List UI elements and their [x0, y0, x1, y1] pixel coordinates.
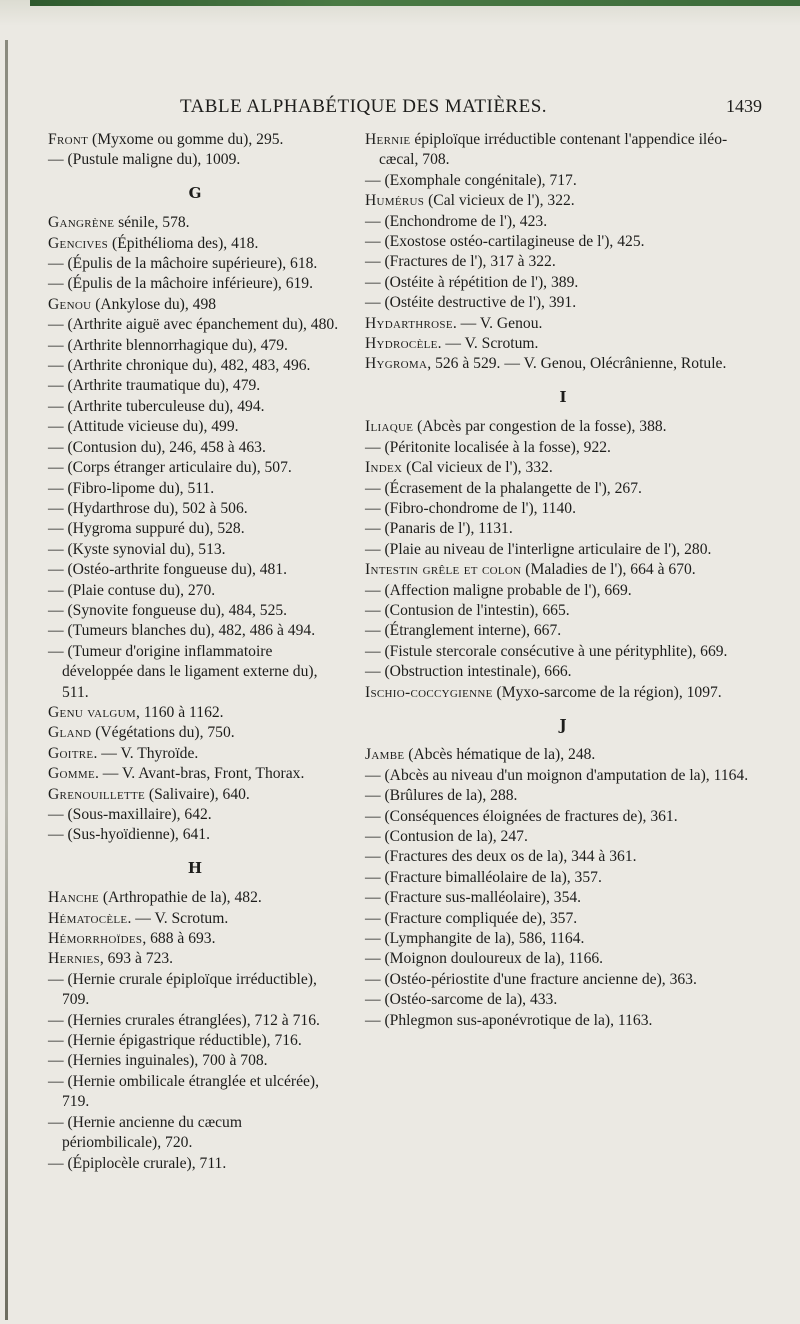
index-entry — [48, 601, 342, 621]
entry-text: , 693 à 723. — [99, 950, 174, 968]
index-entry — [365, 130, 761, 171]
index-entry — [365, 334, 761, 354]
entry-text: — (Synovite fongueuse du), 484, 525. — [48, 601, 288, 619]
entry-text: — (Tumeur d'origine inflammatoire développée dans le ligament externe du), 511. — [48, 642, 318, 701]
entry-headword: Hydrocèle — [365, 335, 438, 353]
entry-text: — (Arthrite blennorrhagique du), 479. — [48, 336, 288, 354]
entry-headword: Genu valgum — [48, 703, 136, 721]
index-entry — [48, 909, 342, 929]
entry-text: — (Lymphangite de la), 586, 1164. — [365, 930, 585, 948]
section-letter: J — [559, 715, 567, 734]
entry-text: . — V. Thyroïde. — [93, 744, 199, 762]
entry-text: , 1160 à 1162. — [135, 703, 224, 721]
index-entry — [48, 805, 342, 825]
entry-text: — (Fractures des deux os de la), 344 à 361. — [365, 848, 637, 866]
index-entry — [365, 847, 761, 867]
index-entry — [365, 786, 761, 806]
index-entry — [365, 354, 761, 374]
index-entry — [365, 970, 761, 990]
index-entry — [48, 703, 342, 723]
entry-text: . — V. Avant-bras, Front, Thorax. — [95, 765, 305, 783]
section-letter: I — [559, 387, 567, 406]
index-entry — [48, 376, 342, 396]
index-entry — [365, 642, 761, 662]
entry-headword: Humérus — [365, 192, 425, 210]
entry-headword: Gangrène — [48, 214, 115, 232]
entry-text: (Abcès par congestion de la fosse), 388. — [413, 418, 667, 436]
entry-text: — (Fibro-chondrome de l'), 1140. — [365, 499, 576, 517]
index-entry — [365, 766, 761, 786]
entry-text: (Maladies de l'), 664 à 670. — [521, 561, 696, 579]
entry-headword: Grenouillette — [48, 785, 146, 803]
entry-text: (Végétations du), 750. — [91, 724, 235, 742]
entry-text: — (Exostose ostéo-cartilagineuse de l'), 425. — [365, 233, 645, 251]
index-entry — [365, 807, 761, 827]
index-entry — [48, 274, 342, 294]
entry-text: (Salivaire), 640. — [145, 785, 250, 803]
index-entry — [48, 581, 342, 601]
index-entry — [48, 213, 342, 233]
entry-text: — (Arthrite chronique du), 482, 483, 496. — [48, 357, 311, 375]
index-entry — [365, 252, 761, 272]
entry-text: — (Pustule maligne du), 1009. — [48, 151, 241, 169]
index-entry — [48, 356, 342, 376]
section-letter: H — [187, 858, 203, 877]
entry-text: épiploïque irréductible contenant l'appendice iléo-cæcal, 708. — [379, 131, 728, 169]
entry-headword: Intestin grêle et colon — [365, 561, 522, 579]
entry-headword: Gomme — [48, 765, 95, 783]
index-entry — [48, 1051, 342, 1071]
index-entry — [365, 949, 761, 969]
index-entry — [365, 519, 761, 539]
index-entry — [48, 1072, 342, 1113]
entry-text: — (Plaie au niveau de l'interligne articulaire de l'), 280. — [365, 540, 712, 558]
entry-headword: Ischio-coccygienne — [365, 683, 493, 701]
index-column-left — [48, 130, 342, 1174]
entry-text: — (Épulis de la mâchoire supérieure), 618. — [48, 255, 318, 273]
entry-text: (Myxo-sarcome de la région), 1097. — [492, 683, 722, 701]
entry-text: — (Panaris de l'), 1131. — [365, 520, 513, 538]
entry-text: — (Enchondrome de l'), 423. — [365, 212, 548, 230]
index-entry — [365, 171, 761, 191]
entry-headword: Gland — [48, 724, 92, 742]
entry-text: (Abcès hématique de la), 248. — [404, 746, 596, 764]
index-entry — [365, 438, 761, 458]
entry-headword: Hygroma — [365, 355, 428, 373]
index-entry — [365, 499, 761, 519]
entry-text: sénile, 578. — [114, 214, 190, 232]
entry-text: — (Hernie épigastrique réductible), 716. — [48, 1032, 302, 1050]
index-entry — [48, 621, 342, 641]
entry-text: — (Obstruction intestinale), 666. — [365, 663, 572, 681]
index-entry — [48, 519, 342, 539]
entry-text: — (Arthrite aiguë avec épanchement du), 480. — [48, 316, 339, 334]
entry-text: — (Abcès au niveau d'un moignon d'amputation de la), 1164. — [365, 766, 749, 784]
index-entry — [365, 479, 761, 499]
entry-text: — (Péritonite localisée à la fosse), 922. — [365, 438, 611, 456]
index-entry — [365, 560, 761, 580]
entry-text: . — V. Scrotum. — [127, 909, 229, 927]
entry-text: — (Fistule stercorale consécutive à une pérityphlite), 669. — [365, 642, 728, 660]
entry-text: — (Kyste synovial du), 513. — [48, 540, 226, 558]
index-entry — [48, 764, 342, 784]
entry-text: — (Fractures de l'), 317 à 322. — [365, 253, 556, 271]
index-entry — [48, 130, 342, 150]
entry-text: — (Exomphale congénitale), 717. — [365, 171, 577, 189]
entry-text: — (Tumeurs blanches du), 482, 486 à 494. — [48, 622, 316, 640]
entry-text: — (Fibro-lipome du), 511. — [48, 479, 215, 497]
index-entry — [365, 212, 761, 232]
index-entry — [365, 929, 761, 949]
index-entry — [48, 479, 342, 499]
entry-headword: Index — [365, 459, 403, 477]
page-number: 1439 — [726, 96, 762, 116]
index-entry — [48, 417, 342, 437]
entry-text: — (Fracture compliquée de), 357. — [365, 909, 578, 927]
entry-headword: Hernies — [48, 950, 100, 968]
index-entry — [48, 254, 342, 274]
index-entry — [365, 1011, 761, 1031]
entry-headword: Hydarthrose — [365, 314, 453, 332]
index-entry — [48, 970, 342, 1011]
entry-text: — (Moignon douloureux de la), 1166. — [365, 950, 604, 968]
entry-text: — (Hygroma suppuré du), 528. — [48, 520, 245, 538]
index-entry — [48, 458, 342, 478]
entry-text: — (Ostéite à répétition de l'), 389. — [365, 273, 579, 291]
index-entry — [365, 745, 761, 765]
entry-text: — (Brûlures de la), 288. — [365, 787, 518, 805]
index-entry — [365, 314, 761, 334]
index-entry — [365, 417, 761, 437]
index-entry — [48, 825, 342, 845]
index-entry — [365, 273, 761, 293]
entry-text: — (Conséquences éloignées de fractures de), 361. — [365, 807, 678, 825]
index-entry — [48, 397, 342, 417]
index-entry — [48, 336, 342, 356]
index-column-right — [365, 130, 761, 1031]
page-top-edge — [0, 0, 800, 26]
index-entry — [48, 785, 342, 805]
entry-headword: Hématocèle — [48, 909, 128, 927]
entry-text: — (Écrasement de la phalangette de l'), 267. — [365, 479, 642, 497]
entry-text: — (Arthrite traumatique du), 479. — [48, 377, 261, 395]
entry-text: — (Hernies crurales étranglées), 712 à 716. — [48, 1011, 320, 1029]
index-entry — [365, 232, 761, 252]
entry-text: — (Arthrite tuberculeuse du), 494. — [48, 397, 265, 415]
index-entry — [365, 191, 761, 211]
entry-text: (Ankylose du), 498 — [91, 295, 217, 313]
index-entry — [48, 929, 342, 949]
index-entry — [48, 234, 342, 254]
index-entry — [48, 150, 342, 170]
index-entry — [365, 909, 761, 929]
entry-headword: Genou — [48, 295, 92, 313]
index-entry — [365, 662, 761, 682]
index-entry — [365, 458, 761, 478]
entry-headword: Hémorrhoïdes — [48, 930, 143, 948]
index-entry — [365, 888, 761, 908]
entry-text: — (Plaie contuse du), 270. — [48, 581, 216, 599]
entry-headword: Front — [48, 131, 89, 148]
index-entry — [48, 315, 342, 335]
index-entry — [48, 642, 342, 703]
entry-text: — (Hernie ancienne du cæcum périombilicale), 720. — [48, 1113, 242, 1152]
entry-headword: Iliaque — [365, 418, 414, 436]
entry-text: — (Sous-maxillaire), 642. — [48, 806, 212, 823]
index-entry — [365, 683, 761, 703]
index-entry — [365, 293, 761, 313]
page-header — [0, 94, 800, 124]
entry-text: , 688 à 693. — [142, 930, 216, 948]
index-entry — [48, 438, 342, 458]
index-entry — [48, 540, 342, 560]
entry-text: (Arthropathie de la), 482. — [98, 889, 262, 907]
entry-text: — (Ostéo-arthrite fongueuse du), 481. — [48, 561, 288, 579]
index-entry — [365, 868, 761, 888]
index-entry — [48, 723, 342, 743]
index-entry — [48, 1113, 342, 1154]
entry-text: (Épithélioma des), 418. — [108, 234, 259, 252]
entry-headword: Hernie — [365, 131, 411, 148]
entry-text: — (Épiplocèle crurale), 711. — [48, 1154, 227, 1172]
entry-headword: Hanche — [48, 889, 99, 907]
entry-text: — (Affection maligne probable de l'), 669. — [365, 581, 632, 599]
index-entry — [48, 744, 342, 764]
entry-text: — (Hernie ombilicale étranglée et ulcérée), 719. — [48, 1072, 320, 1111]
index-entry — [365, 540, 761, 560]
entry-text: — (Ostéo-périostite d'une fracture ancienne de), 363. — [365, 970, 697, 988]
entry-text: — (Corps étranger articulaire du), 507. — [48, 459, 292, 477]
entry-text: (Cal vicieux de l'), 332. — [402, 459, 553, 477]
index-entry — [48, 560, 342, 580]
entry-headword: Goitre — [48, 744, 94, 762]
index-entry — [48, 888, 342, 908]
entry-text: — (Contusion de l'intestin), 665. — [365, 601, 570, 619]
index-entry — [365, 601, 761, 621]
entry-headword: Gencives — [48, 234, 109, 252]
entry-text: — (Fracture bimalléolaire de la), 357. — [365, 868, 602, 886]
index-entry — [365, 621, 761, 641]
index-entry — [48, 499, 342, 519]
index-entry — [365, 990, 761, 1010]
entry-text: — (Hernies inguinales), 700 à 708. — [48, 1052, 268, 1070]
index-entry — [48, 295, 342, 315]
entry-text: — (Sus-hyoïdienne), 641. — [48, 826, 210, 844]
entry-text: — (Phlegmon sus-aponévrotique de la), 1163. — [365, 1011, 653, 1029]
running-title: TABLE ALPHABÉTIQUE DES MATIÈRES. — [180, 96, 548, 117]
entry-text: . — V. Genou. — [452, 314, 543, 332]
entry-text: (Cal vicieux de l'), 322. — [424, 192, 575, 210]
entry-text: , 526 à 529. — V. Genou, Olécrânienne, Rotule. — [427, 355, 727, 373]
entry-text: (Myxome ou gomme du), 295. — [88, 131, 284, 148]
entry-text: — (Épulis de la mâchoire inférieure), 619. — [48, 275, 313, 293]
entry-text: — (Attitude vicieuse du), 499. — [48, 418, 239, 436]
section-letter: G — [188, 183, 202, 202]
index-entry — [48, 1154, 342, 1174]
page-binding-edge — [5, 40, 8, 1320]
index-entry — [48, 949, 342, 969]
index-entry — [48, 1031, 342, 1051]
index-entry — [48, 1011, 342, 1031]
entry-headword: Jambe — [365, 746, 405, 764]
entry-text: — (Contusion du), 246, 458 à 463. — [48, 438, 266, 456]
entry-text: — (Hernie crurale épiploïque irréductible), 709. — [48, 970, 317, 1009]
index-entry — [365, 827, 761, 847]
entry-text: — (Ostéite destructive de l'), 391. — [365, 294, 577, 312]
entry-text: — (Étranglement interne), 667. — [365, 622, 562, 640]
index-entry — [365, 581, 761, 601]
entry-text: — (Contusion de la), 247. — [365, 828, 528, 845]
entry-text: — (Hydarthrose du), 502 à 506. — [48, 499, 248, 517]
entry-text: . — V. Scrotum. — [437, 335, 539, 353]
entry-text: — (Ostéo-sarcome de la), 433. — [365, 991, 558, 1009]
entry-text: — (Fracture sus-malléolaire), 354. — [365, 889, 582, 907]
